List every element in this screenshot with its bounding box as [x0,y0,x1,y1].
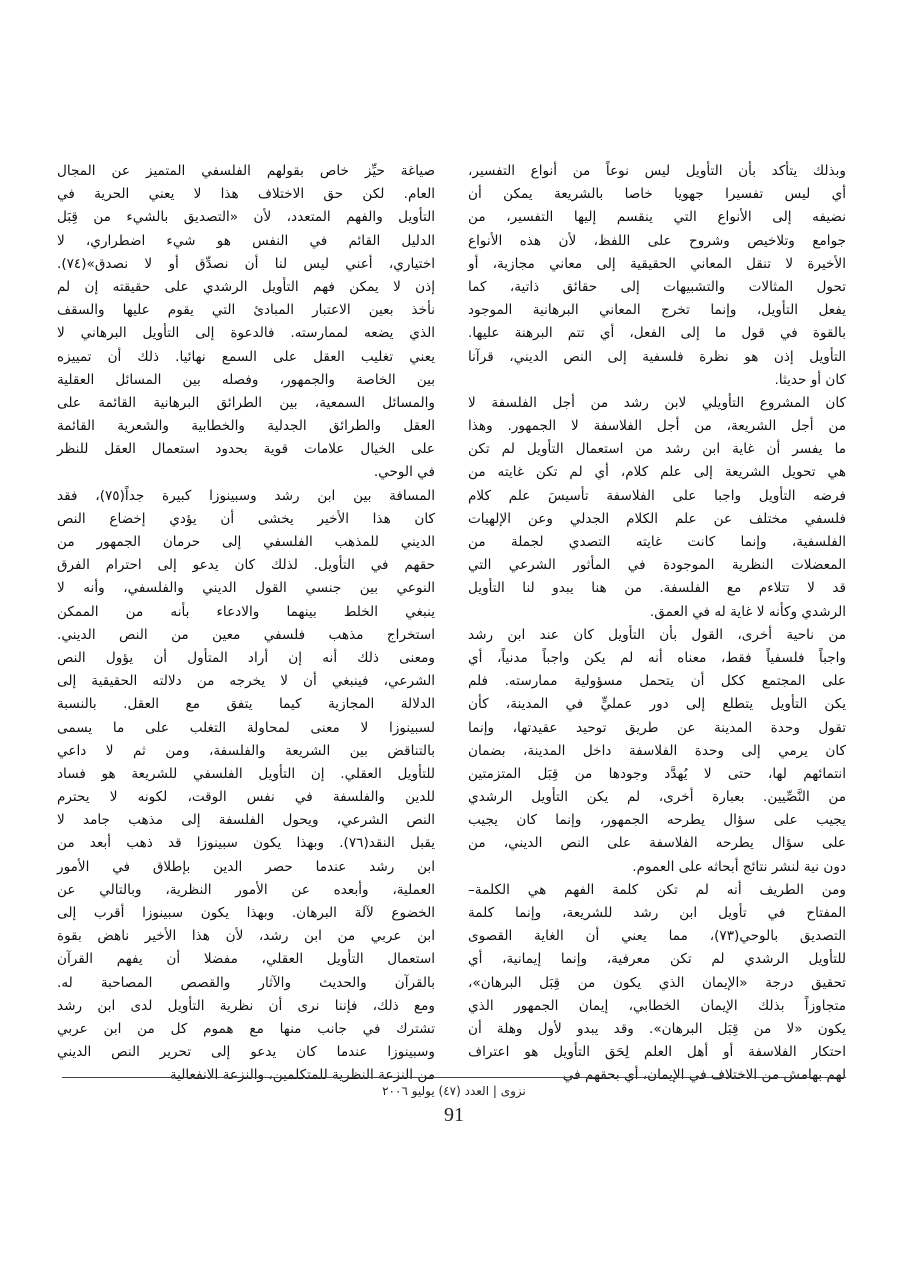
text-line: الخضوع لآلة البرهان. وبهذا يكون سبينوزا أقرب إلى [57,905,435,921]
text-line: أي ليس تفسيرا جهويا خاصا بالشريعة يمكن أن [468,186,846,203]
text-line: من ناحية أخرى، القول بأن التأويل كان عند ابن رشد [468,626,846,643]
text-line: التصديق بالوحي(٧٣)، مما يعني أن الغاية القصوى [468,928,846,945]
text-line: يجيب على سؤال يطرحه الجمهور، وإنما كان يجيب [468,812,846,829]
text-line: فلسفي مختلف عن علم الكلام الجدلي وعن الإلهيات [468,510,846,527]
text-line: العملية، وأبعده عن الأمور النظرية، وبالتالي عن [57,881,435,898]
text-line: ابن رشد عندما حصر الدين بإطلاق في الأمور [57,858,435,875]
text-line: المفتاح في تأويل ابن رشد للشريعة، وإنما كلمة [468,905,846,921]
text-line: كان هذا الأخير يخشى أن يؤدي إخضاع النص [57,510,435,527]
text-line: لهم بهامش من الاختلاف في الإيمان، أي بحقهم في [562,1067,846,1084]
text-line: ومعنى ذلك أنه إن أراد المتأول أن يؤول النص [57,649,435,666]
text-line: من النزعة النظرية للمتكلمين، والنزعة الانفعالية [169,1067,435,1084]
text-line: بين الخاصة والجمهور، وفصله بين المسائل العقلية [57,371,435,388]
text-line: قد لا تتلاءم مع الفلسفة. من هنا يبدو لنا التأويل [468,580,846,597]
text-line: استخراج مذهب فلسفي معين من النص الديني. [57,626,435,643]
text-line: نضيفه إلى الأنواع التي ينقسم إليها التفسير، من [468,209,846,226]
text-line: يفعل التأويل، وإنما تخرج المعاني البرهانية الموجود [468,302,846,319]
text-line: نأخذ بعين الاعتبار المبادئ التي يقوم عليها والسقف [57,302,435,319]
text-line: حقهم في التأويل. لذلك كان يدعو إلى احترام الفرق [57,557,435,574]
text-line: العقل والطرائق الجدلية والخطابية والشعرية القائمة [57,418,435,435]
text-column-left [57,160,436,1084]
text-line: الديني للمذهب الفلسفي إلى حرمان الجمهور من [57,534,435,550]
text-line: التأويل إذن هو نظرة فلسفية إلى النص الديني، قرآنا [468,348,846,365]
text-line: على سؤال يطرحه الفلاسفة على النص الديني، من [468,835,846,852]
text-line: هي تحويل الشريعة إلى علم كلام، أي لم تكن غايته من [468,464,846,481]
text-line: النص الشرعي، ويحول الفلسفة إلى مذهب جامد لا [57,812,435,829]
text-line: النوعي بين جنسي القول الديني والفلسفي، وأنه لا [57,580,435,597]
text-line: الشرعي، فينبغي أن لا يخرجه من دلالته الحقيقية إلى [57,673,435,690]
text-line: في الوحي. [373,464,435,481]
text-line: ابن عربي من ابن رشد، لأن هذا الأخير ناهض بقوة [57,928,435,945]
text-line: الرشدي وكأنه لا غاية له في العمق. [649,603,846,620]
text-line: كان أو حديثا. [774,371,846,388]
text-line: تحول المثالات والتشبيهات إلى حقائق ذاتية، كما [468,278,846,295]
text-line: فرضه التأويل واجبا على الفلاسفة تأسيسَ علم كلام [468,487,846,504]
text-line: الأخيرة لا تنقل المعاني الحقيقية إلى معاني مجازية، أو [468,255,846,272]
text-line: وسبينوزا عندما كان يدعو إلى تحرير النص الديني [57,1044,435,1061]
text-line: يكن التأويل يتطلع إلى دور عمليٍّ في المدينة، كأن [468,696,846,713]
text-line: بالقرآن والحديث والآثار والقصص المصاحبة له. [57,974,435,991]
text-line: بالتناقض بين الشريعة والفلسفة، ومن ثم لا داعي [57,742,435,759]
text-line: يقبل النقد(٧٦). وبهذا يكون سبينوزا قد ذهب أبعد من [57,835,436,852]
text-line: والمسائل السمعية، بين الطرائق البرهانية القائمة على [57,394,435,411]
text-line: لسبينوزا لا معنى لمحاولة التغلب على ما يسمى [57,719,435,736]
text-line: المعضلات النظرية الموجودة في المأثور الشرعي التي [468,557,846,574]
text-line: اختياري، أعني ليس لنا أن نصدِّق أو لا نصدق»(٧٤). [57,255,435,272]
page-number: 91 [444,1104,464,1126]
text-line: للتأويل العقلي. إن التأويل الفلسفي للشريعة هو فساد [57,765,435,782]
text-line: ومن الطريف أنه لم تكن كلمة الفهم هي الكلمة– [468,881,846,898]
text-line: كان المشروع التأويلي لابن رشد من أجل الفلسفة لا [468,394,846,411]
text-line: الدليل القائم في النفس هو شيء اضطراري، لا [57,232,435,249]
text-line: تحقيق درجة «الإيمان الذي يكون من قِبَل البرهان»، [468,974,846,991]
text-line: ينبغي الخلط بينهما والادعاء بأنه من الممكن [57,603,435,620]
text-line: واجباً فلسفياً فقط، معناه أنه لم يكن واجباً مدنياً، أي [468,649,846,666]
text-line: احتكار الفلاسفة أو أهل العلم لِحَق التأويل هو اعتراف [468,1044,846,1061]
text-line: يكون «لا من قِبَل البرهان». وقد يبدو لأول وهلة أن [468,1020,846,1037]
text-line: المسافة بين ابن رشد وسبينوزا كبيرة جداً(٧٥)، فقد [57,487,435,504]
journal-name: نزوى [500,1084,526,1098]
text-line: إذن لا يمكن فهم التأويل الرشدي على حقيقته إن لم [57,278,435,295]
text-line: الذي يضعه لممارسته. فالدعوة إلى التأويل البرهاني لا [57,325,435,342]
text-line: جوامع وتلاخيص وشروح على اللفظ، لأن هذه الأنواع [468,232,846,249]
text-line: الفلسفية، وإنما كانت غايته التصدي لجملة من [468,534,846,550]
text-line: وبذلك يتأكد بأن التأويل ليس نوعاً من أنواع التفسير، [468,163,846,179]
text-line: من أجل الشريعة، من أجل الفلاسفة لا الجمهور. وهذا [468,418,846,435]
text-line: بالقوة في قول ما إلى الفعل، أي تتم البرهنة عليها. [468,325,846,342]
text-line: للدين والفلسفة في نفس الوقت، لكونه لا يحترم [57,789,435,806]
text-line: كان يرمي إلى وحدة الفلاسفة داخل المدينة، بضمان [468,742,846,759]
text-line: انتمائهم لها، حتى لا يُهدَّد وجودها من قِبَل المتزمتين [468,765,846,782]
text-line: التأويل والفهم المتعدد، لأن «التصديق بالشيء من قِبَل [57,209,435,226]
text-line: على الخيال علامات قوية بحدود استعمال العقل للنظر [57,441,435,458]
text-line: يعني تغليب العقل على السمع نهائيا. ذلك أن تمييزه [57,348,435,365]
text-line: على المجتمع ككل أن يتحمل مسؤولية ممارسته. فلم [468,673,846,690]
text-line: للتأويل الرشدي لم تكن معرفية، وإنما إيمانية، أي [468,951,846,968]
text-line: تقول وحدة المدينة عن طريق توحيد عقيدتها، وإنما [468,719,846,736]
issue-info: العدد (٤٧) يوليو ٢٠٠٦ [382,1084,490,1098]
text-line: من النَّصِّيين. بعبارة أخرى، لم يكن التأويل الرشدي [468,789,846,806]
text-line: الدلالة المجازية كيما يتفق مع العقل. بالنسبة [57,696,435,713]
footer-divider [62,1077,846,1078]
text-line: متجاوزاً بذلك الإيمان الخطابي، إيمان الجمهور الذي [468,997,846,1014]
text-line: دون نية لنشر نتائج أبحاثه على العموم. [632,858,846,875]
text-column-right [468,160,846,1084]
text-line: استعمال التأويل العقلي، مفضلا أن يفهم القرآن [57,951,435,968]
footer-separator: | [489,1084,497,1098]
page-footer [0,1084,908,1098]
text-line: تشترك في جانب منها مع هموم كل من ابن عربي [57,1020,435,1037]
text-line: العام. لكن حق الاختلاف هذا لا يعني الحرية في [57,186,435,203]
text-line: ما يفسر أن غاية ابن رشد من استعمال التأويل لم تكن [468,441,846,458]
text-line: صياغة حيِّز خاص بقولهم الفلسفي المتميز عن المجال [57,163,435,179]
text-line: ومع ذلك، فإننا نرى أن نظرية التأويل لدى ابن رشد [57,997,435,1014]
